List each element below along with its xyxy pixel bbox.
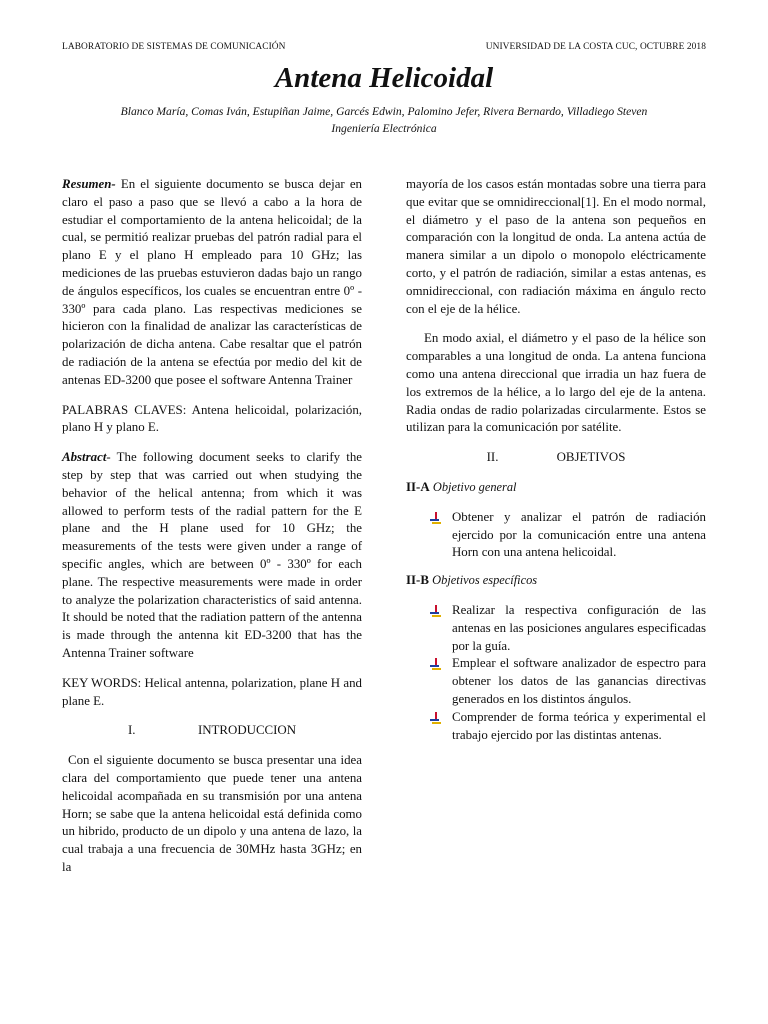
bullet-stem [435,658,437,666]
section-number: I. [127,723,136,738]
author-block [40,103,728,137]
bullet-bar-yellow [432,522,441,524]
bullet-cross-icon [430,658,442,670]
objective-text: Obtener y analizar el patrón de radiación ejercido por la comunicación entre una antena Horn con una antena helicoidal. [452,509,706,560]
header-university: UNIVERSIDAD DE LA COSTA CUC, OCTUBRE 2018 [485,42,706,52]
right-column [406,176,706,754]
bullet-bar-blue [430,612,439,614]
paper-title: Antena Helicoidal [274,62,494,94]
authors-list: Blanco María, Comas Iván, Estupiñan Jaime, Garcés Edwin, Palomino Jefer, Rivera Bernardo, Villadiego Steven [120,105,648,118]
bullet-stem [435,605,437,613]
bullet-bar-blue [430,519,439,521]
key-words: KEY WORDS: Helical antenna, polarization, plane H and plane E. [62,675,362,708]
body-paragraph-2: En modo axial, el diámetro y el paso de la hélice son comparables a una longitud de onda. La antena funciona como una antena direccional que irradia un haz fuera de los extremos de la hélice, a lo largo del eje de la antena. Radia ondas de radio polarizadas circularmente. Estos se utilizan para la comunicación por satélite. [406,331,706,435]
subsection-heading-specific [406,572,706,590]
bullet-cross-icon [430,605,442,617]
resumen-paragraph [62,176,362,390]
abstract-text: - The following document seeks to clarify the step by step that was carried out when studying the behavior of the helical antenna; from which it was allowed to perform tests of the radial pattern for the E plane and the H plane used for 10 GHz; the measurements of the tests were given under a range of specific angles, which are between 0º - 330º for each plane. The respective measurements were made in order to analyze the polarization characteristics of said antenna. It should be noted that the radiation pattern of the antenna is made through the antenna kit ED-3200 that has the Antenna Trainer software [62,450,362,660]
subsection-name: Objetivos específicos [432,573,538,588]
left-column [62,176,362,889]
bullet-stem [435,512,437,520]
general-objectives-list [406,509,706,562]
bullet-bar-blue [430,719,439,721]
section-title: OBJETIVOS [556,450,626,465]
abstract-paragraph [62,449,362,663]
resumen-text: En el siguiente documento se busca dejar en claro el paso a paso que se llevó a cabo a la hora de estudiar el comportamiento de la antena helicoidal; de la cual, se permitió realizar pruebas del patrón radial para el plano E y el plano H empleado para 10 GHz; las mediciones de las pruebas estuvieron dadas bajo un rango de ángulos específicos, los cuales se encuentran entre 0º - 330º para cada plano. Las respectivas mediciones se hicieron con la finalidad de analizar las características de polarización de dicha antena. Cabe resaltar que el patrón de radiación de la antena se efectúa por medio del kit de antenas ED-3200 que posee el software Antenna Trainer [62,177,362,387]
bullet-bar-yellow [432,615,441,617]
bullet-cross-icon [430,712,442,724]
bullet-stem [435,712,437,720]
bullet-bar-yellow [432,722,441,724]
subsection-label: II-B [406,573,429,588]
section-number: II. [486,450,499,465]
program-name: Ingeniería Electrónica [331,122,437,135]
objective-text: Comprender de forma teórica y experimental el trabajo ejercido por las distintas antenas. [452,709,706,742]
list-item [406,509,706,562]
resumen-label: Resumen- [62,177,116,191]
bullet-bar-blue [430,665,439,667]
running-header [62,42,706,52]
abstract-label: Abstract [62,450,107,465]
section-heading-introduccion [62,722,362,740]
body-paragraph-1: mayoría de los casos están montadas sobre una tierra para que evitar que se omnidireccional[1]. En el modo normal, el diámetro y el paso de la antena son pequeños en comparación con la longitud de onda. La antena actúa de manera similar a un dipolo o monopolo eléctricamente corto, y el patrón de radiación, similar a estas antenas, es omnidireccional, con radiación máxima en ángulo recto con el eje de la hélice. [406,177,706,316]
subsection-name: Objetivo general [432,479,517,494]
specific-objectives-list [406,602,706,744]
intro-paragraph: Con el siguiente documento se busca presentar una idea clara del comportamiento que puede tener una antena helicoidal acompañada en su transmisión por una antena Horn; se sabe que la antena helicoidal está definida como un hibrido, producto de un dipolo y una antena de lazo, la cual trabaja a una frecuencia de 30MHz hasta 3GHz; en la [62,753,362,874]
section-title: INTRODUCCION [197,723,297,738]
subsection-heading-general [406,479,706,497]
list-item [406,602,706,655]
header-lab-name: LABORATORIO DE SISTEMAS DE COMUNICACIÓN [62,42,286,52]
subsection-label: II-A [406,479,430,494]
list-item [406,655,706,708]
list-item [406,709,706,745]
section-heading-objetivos [406,449,706,467]
objective-text: Realizar la respectiva configuración de las antenas en las posiciones angulares especificadas por la guía. [452,602,706,653]
palabras-claves: PALABRAS CLAVES: Antena helicoidal, polarización, plano H y plano E. [62,402,362,435]
bullet-cross-icon [430,512,442,524]
bullet-bar-yellow [432,668,441,670]
objective-text: Emplear el software analizador de espectro para obtener los datos de las ganancias directivas generados en los distintos ángulos. [452,656,706,706]
